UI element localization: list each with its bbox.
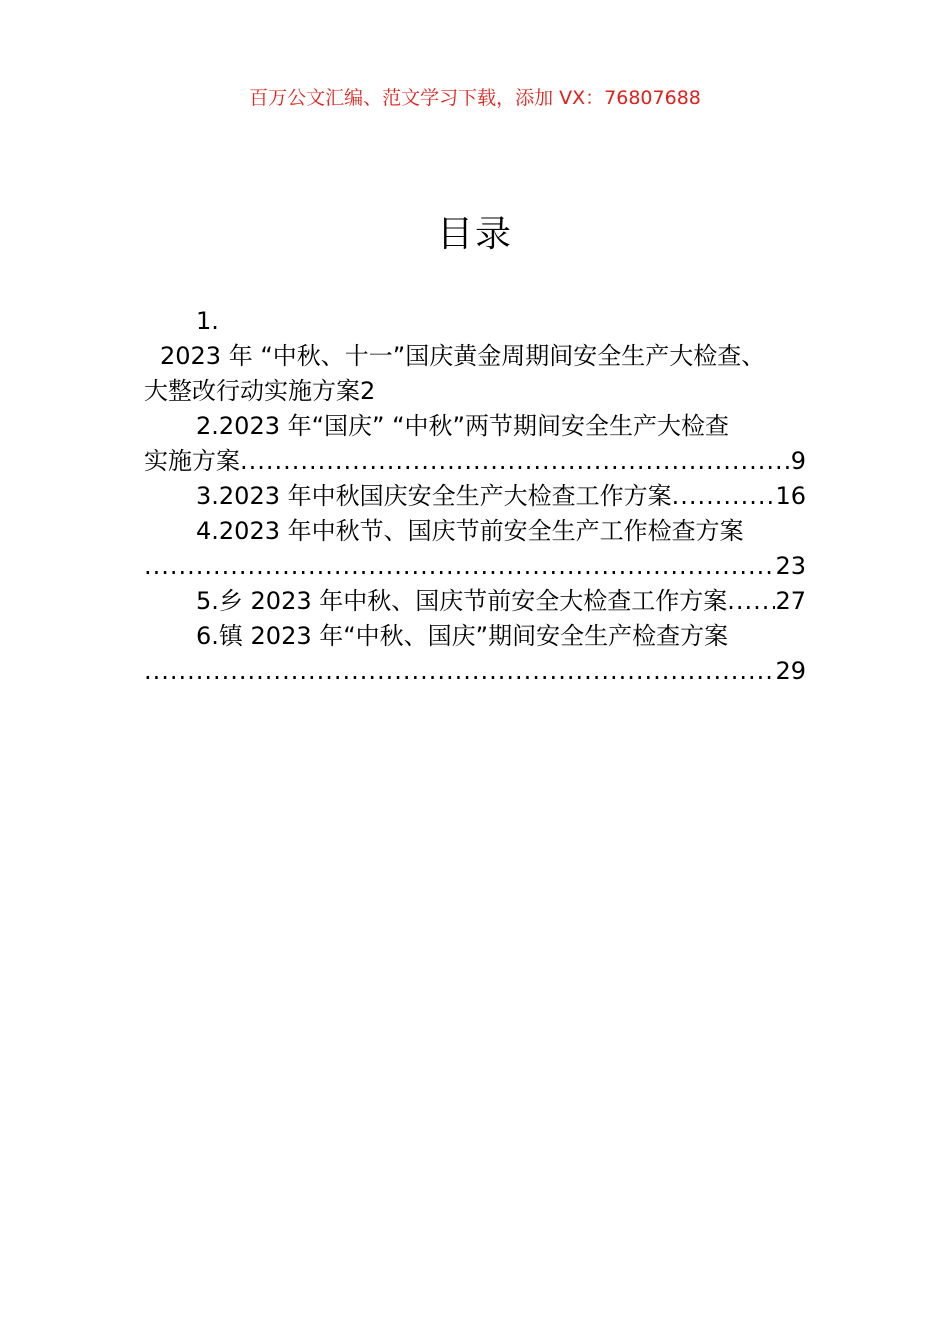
toc-entry-5[interactable] [144,584,806,619]
table-of-contents [144,304,806,689]
toc-entry-1-title-line2[interactable] [144,374,806,409]
toc-entry-page: 29 [775,657,806,685]
toc-entry-page: 9 [790,447,806,475]
page-title: 目录 [436,214,513,255]
toc-entry-title: 大整改行动实施方案 [144,377,360,405]
toc-entry-6-title[interactable] [144,619,806,654]
toc-entry-1-title-line1[interactable] [144,339,806,374]
toc-entry-page: 16 [775,482,806,510]
dot-leader [144,654,775,689]
toc-entry-3[interactable] [144,479,806,514]
watermark-header: 百万公文汇编、范文学习下载，添加 VX：76807688 [249,87,701,109]
toc-entry-number: 1. [196,307,219,335]
toc-entry-1-number[interactable] [144,304,806,339]
toc-entry-title: 5.乡 2023 年中秋、国庆节前安全大检查工作方案 [196,587,728,615]
toc-entry-title: 2.2023 年“国庆” “中秋”两节期间安全生产大检查 [196,412,729,440]
toc-entry-title: 4.2023 年中秋节、国庆节前安全生产工作检查方案 [196,517,744,545]
toc-entry-title: 3.2023 年中秋国庆安全生产大检查工作方案 [196,482,672,510]
toc-entry-page: 23 [775,552,806,580]
toc-entry-6-leader-line[interactable] [144,654,806,689]
toc-entry-4-title[interactable] [144,514,806,549]
toc-entry-page: 2 [360,377,376,405]
dot-leader [144,549,775,584]
toc-entry-page: 27 [775,587,806,615]
toc-entry-2-title-line2[interactable] [144,444,806,479]
toc-entry-title: 实施方案 [144,447,240,475]
dot-leader [727,584,775,619]
toc-entry-4-leader-line[interactable] [144,549,806,584]
toc-entry-title: 2023 年 “中秋、十一”国庆黄金周期间安全生产大检查、 [160,342,766,370]
toc-entry-title: 6.镇 2023 年“中秋、国庆”期间安全生产检查方案 [196,622,729,650]
dot-leader [672,479,776,514]
toc-entry-2-title-line1[interactable] [144,409,806,444]
dot-leader [240,444,791,479]
